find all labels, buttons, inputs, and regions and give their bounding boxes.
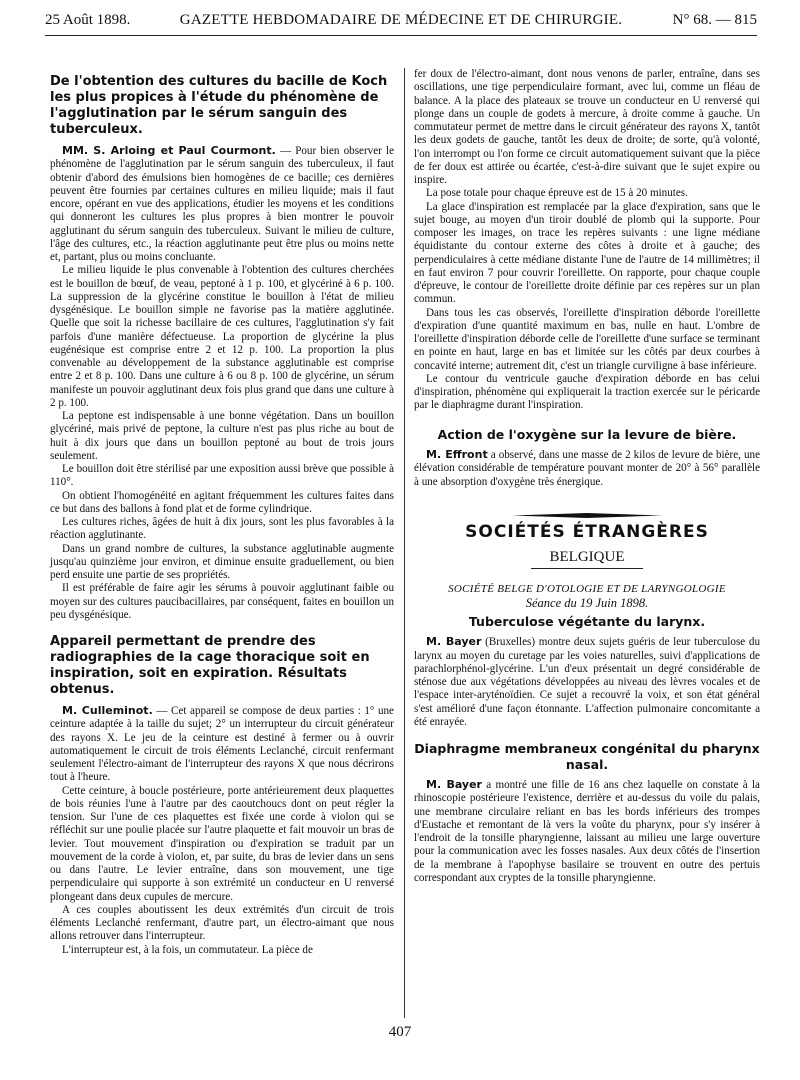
- country-heading: BELGIQUE: [414, 551, 760, 569]
- article-title-koch: De l'obtention des cultures du bacille de Koch les plus propices à l'étude du phénomène de l'agglutination par le sérum sanguin des tuberculeux.: [50, 74, 388, 137]
- article-paragraph: On obtient l'homogénéité en agitant fréquemment les cultures faites dans ce but dans des ballons à fond plat et de forme cylindrique.: [50, 489, 394, 515]
- article-paragraph: L'interrupteur est, à la fois, un commutateur. La pièce de: [62, 943, 313, 956]
- article-authors: MM. S. Arloing et Paul Courmont.: [62, 144, 276, 157]
- article-title-radiographies: Appareil permettant de prendre des radiographies de la cage thoracique soit en inspiration, soit en expiration. Résultats obtenus.: [50, 634, 370, 697]
- article-paragraph: Cette ceinture, à boucle postérieure, porte antérieurement deux plaquettes de bois réunies l'une à l'autre par des caoutchoucs dont on peut régler la tension. Sur l'une de ces plaquettes est fixée une corde à violon qui se réfléchit sur une poulie placée sur l'autre plaquette et fait mouvoir un bras de levier. Tout mouvement d'inspiration ou d'expiration se traduit par un mouvement de la corde à violon, et, par suite, du bras de levier dans un sens ou dans l'autre. Le levier entraîne, dans son mouvement, une tige perpendiculaire qui supporte à son extrémité un conducteur en U renversé plongeant dans deux cupules de mercure.: [50, 784, 394, 903]
- article-paragraph: Les cultures riches, âgées de huit à dix jours, sont les plus favorables à la réaction agglutinante.: [50, 516, 394, 542]
- article-title-oxygene: Action de l'oxygène sur la levure de bière.: [437, 426, 737, 442]
- article-author: M. Bayer: [426, 635, 482, 649]
- running-header: [45, 12, 757, 34]
- article-paragraph: Le milieu liquide le plus convenable à l'obtention des cultures cherchées est le bouillon de bœuf, de veau, peptoné à 1 p. 100, et glycériné à 6 p. 100. La suppression de la glycérine constitue le bouillon à l'état de milieu dysgénésique. Le bouillon simple ne favorise pas la matière agglutinée. Quelle que soit la richesse bacillaire de ces cultures, l'agglutination s'y fait parfois d'une manière défectueuse. La proportion de glycérine la plus eugénésique est comprise entre 2 et 12 p. 100. La proportion la plus convenable au développement de la substance agglutinable est comprise entre 2 et 8 p. 100. Dans une culture à 6 ou 8 p. 100 de glycérine, un sérum manifeste un pouvoir agglutinant deux fois plus grand que dans une culture à 2 p. 100.: [50, 264, 394, 409]
- society-name: SOCIÉTÉ BELGE D'OTOLOGIE ET DE LARYNGOLOGIE: [448, 583, 726, 596]
- article-paragraph: M. Bayer (Bruxelles) montre deux sujets guéris de leur tuberculose du larynx au moyen du curetage par les voies naturelles, suivi d'applications de parachlorphénol-glycérine. L'un d'eux présentait un degré considérable de sténose due aux végétations développées au niveau des lèvres vocales et de l'espace inter-aryténoïdien. Ce sujet a recouvré la voix, et son état général s'est amélioré d'une façon étonnante. L'affection pulmonaire concomitante a été enrayée.: [414, 635, 760, 728]
- section-title: SOCIÉTÉS ÉTRANGÈRES: [465, 521, 709, 542]
- country-underline: [531, 568, 643, 569]
- article-paragraph: Le contour du ventricule gauche d'expiration déborde en bas celui d'inspiration, phénomène qui expliquerait la traction exercée sur le péricarde par le diaphragme durant l'inspiration.: [414, 372, 760, 412]
- article-title-diaphragme: Diaphragme membraneux congénital du pharynx nasal.: [414, 741, 760, 772]
- section-ornament: [512, 513, 662, 516]
- header-journal-title: GAZETTE HEBDOMADAIRE DE MÉDECINE ET DE CHIRURGIE.: [179, 12, 623, 28]
- article-author: M. Effront: [426, 448, 488, 461]
- article-paragraph: MM. S. Arloing et Paul Courmont. — Pour bien observer le phénomène de l'agglutination par le sérum sanguin des tuberculeux, il faut obtenir d'abord des émulsions bien homogènes de ce bacille; ces dernières peuvent être fournies par certaines cultures en milieu liquide; mais il faut encore, opérant en vue des applications, étudier les moyens et les conditions qui donneront les cultures les plus propres à bien montrer le pouvoir agglutinant du sérum sanguin des tuberculeux. Suivant le milieu de culture, l'âge des cultures, etc., la réaction agglutinante peut être plus ou moins nette et, partant, plus ou moins concluante.: [50, 144, 394, 263]
- article-author: M. Bayer: [426, 778, 482, 791]
- header-issue-number: N° 68. — 815: [672, 12, 757, 28]
- header-rule: [45, 35, 757, 36]
- session-date: Séance du 19 Juin 1898.: [525, 595, 649, 610]
- article-paragraph: M. Culleminot. — Cet appareil se compose de deux parties : 1° une ceinture adaptée à la taille du sujet; 2° un interrupteur du circuit générateur des rayons X. Le jeu de la ceinture est destiné à fermer ou à ouvrir automatiquement le circuit de trois éléments Leclanché, circuit renfermant seulement l'électro-aimant de l'interrupteur des rayons X que nous décrirons tout à l'heure.: [50, 704, 394, 784]
- article-paragraph: Dans un grand nombre de cultures, la substance agglutinable augmente jusqu'au quinzième jour environ, et diminue ensuite graduellement, ou bien perd ensuite une partie de ses propriétés.: [50, 542, 394, 581]
- article-paragraph: M. Bayer a montré une fille de 16 ans chez laquelle on constate à la rhinoscopie postérieure l'existence, derrière et au-dessus du voile du palais, une membrane circulaire reliant en bas les bords inférieurs des trompes d'Eustache et remontant de là vers la voûte du pharynx, pour s'y insérer à l'endroit de la tonsille pharyngienne, laissant au milieu une large ouverture pour la communication avec les fosses nasales. Aux deux côtés de l'insertion de la membrane à l'apophyse basilaire se trouvent en outre des pertuis correspondant aux cryptes de la tonsille pharyngienne.: [414, 778, 760, 884]
- header-date: 25 Août 1898.: [45, 12, 131, 28]
- article-paragraph: Dans tous les cas observés, l'oreillette d'inspiration déborde l'oreillette d'expiration d'une quantité maximum en bas, nulle en haut. L'ombre de l'oreillette d'inspiration déborde celle de l'oreillette d'une surface se terminant en pointe en haut, large en bas et limitée sur les côtés par deux courbes à concavité interne; autrement dit, c'est un triangle curviligne à base inférieure.: [414, 306, 760, 372]
- left-column: [50, 68, 394, 957]
- article-paragraph: fer doux de l'électro-aimant, dont nous venons de parler, entraîne, dans ses oscillations, une tige perpendiculaire formant, avec lui, comme un fléau de balance. A la place des plateaux se trouve un conducteur en U renversé qui plonge dans un couple de godets à mercure, à droite comme à gauche. Un commutateur permet de mettre dans le circuit générateur des rayons X, tantôt les deux godets de gauche, tantôt les deux de droite; de sorte, qu'à volonté, l'on interrompt ou l'on forme ce circuit automatiquement suivant que la pièce de fer doux est attirée ou écartée, c'est-à-dire suivant que le sujet expire ou inspire.: [414, 68, 760, 186]
- article-author: M. Culleminot.: [62, 704, 153, 717]
- article-paragraph: La glace d'inspiration est remplacée par la glace d'expiration, sans que le sujet bouge, au moyen d'un tiroir doublé de plomb qui la supporte. Pour composer les images, on trace les repères suivants : une ligne médiane équidistante du contour externe des côtes à droite et à gauche; des perpendiculaires à cette médiane distante l'une de l'autre de 14 millimètres; il en faut environ 7 pour couvrir l'oreillette. On rapporte, pour chaque couple d'épreuve, le contour de l'oreillette droite définie par ces repères sur un plan commun.: [414, 200, 760, 306]
- article-paragraph: La pose totale pour chaque épreuve est de 15 à 20 minutes.: [426, 187, 688, 200]
- article-paragraph: Le bouillon doit être stérilisé par une exposition aussi brève que possible à 110°.: [50, 463, 394, 489]
- article-paragraph: A ces couples aboutissent les deux extrémités d'un circuit de trois éléments Leclanché renfermant, d'autre part, un électro-aimant que nous allons retrouver dans l'interrupteur.: [50, 903, 394, 943]
- article-paragraph: M. Effront a observé, dans une masse de 2 kilos de levure de bière, une élévation considérable de température pouvant monter de 20° à 56° parallèle à une absorption d'oxygène très énergique.: [414, 448, 761, 488]
- article-paragraph: La peptone est indispensable à une bonne végétation. Dans un bouillon glycériné, mais privé de peptone, la culture n'est pas plus riche au bout de huit à dix jours que dans un bouillon peptoné au bout de trois jours seulement.: [50, 410, 394, 462]
- article-paragraph: Il est préférable de faire agir les sérums à pouvoir agglutinant faible ou moyen sur des cultures paucibacillaires, par conséquent, faites en bouillon un peu dysgénésique.: [50, 582, 394, 621]
- article-title-tuberculose: Tuberculose végétante du larynx.: [468, 613, 706, 629]
- page-number: 407: [388, 1024, 412, 1040]
- right-column: [414, 68, 760, 885]
- column-divider: [404, 68, 405, 1018]
